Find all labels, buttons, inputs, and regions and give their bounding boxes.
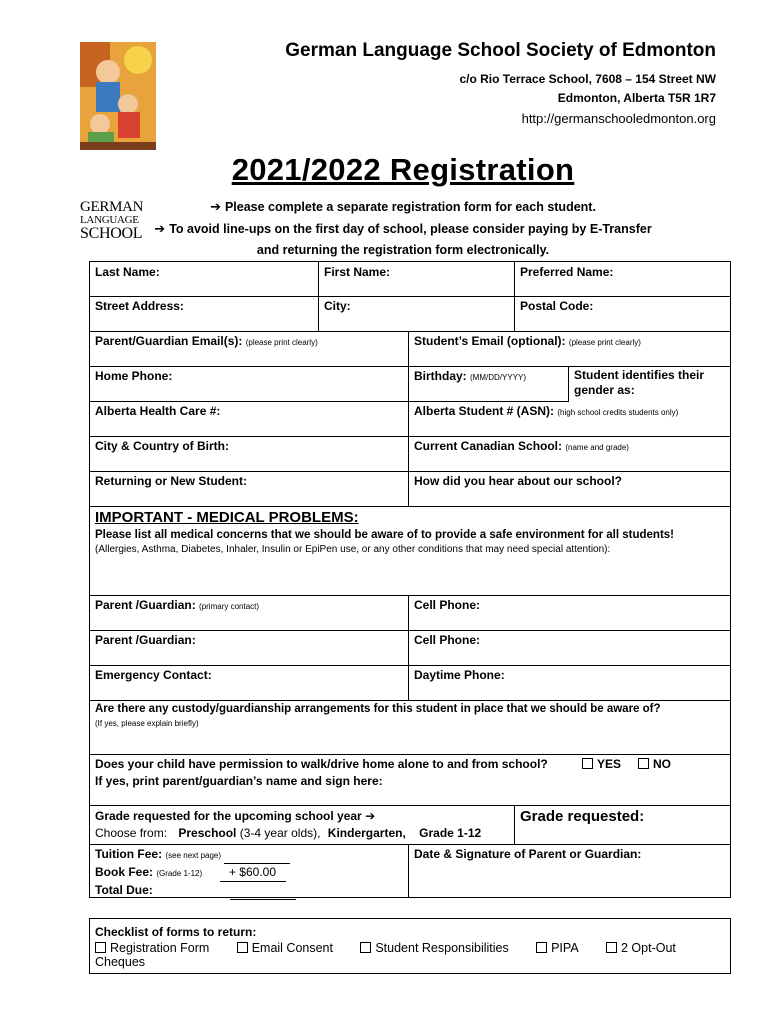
book-note: (Grade 1-12) bbox=[156, 869, 203, 878]
medical-instruction: Please list all medical concerns that we should be aware of to provide a safe environment for all students! bbox=[95, 529, 674, 541]
logo-word-german: GERMAN bbox=[80, 199, 144, 215]
cell1-field[interactable] bbox=[408, 595, 731, 631]
org-name: German Language School Society of Edmonton bbox=[285, 40, 716, 61]
last-name-field[interactable] bbox=[89, 261, 319, 297]
health-care-label: Alberta Health Care #: bbox=[95, 404, 221, 418]
parent1-note: (primary contact) bbox=[199, 602, 260, 611]
student-email-note: (please print clearly) bbox=[568, 338, 641, 347]
checkbox-icon bbox=[582, 758, 593, 769]
health-care-field[interactable] bbox=[89, 401, 409, 437]
signature-label: Date & Signature of Parent or Guardian: bbox=[414, 847, 642, 861]
permission-question: Does your child have permission to walk/drive home alone to and from school? bbox=[95, 757, 548, 771]
postal-code-label: Postal Code: bbox=[520, 299, 594, 313]
preferred-name-field[interactable] bbox=[514, 261, 731, 297]
grade-requested-label: Grade requested: bbox=[520, 808, 645, 825]
cell2-label: Cell Phone: bbox=[414, 633, 481, 647]
arrow-right-icon: ➔ bbox=[154, 221, 166, 236]
school-logo bbox=[80, 42, 156, 242]
book-label: Book Fee: bbox=[95, 865, 154, 879]
custody-note: (If yes, please explain briefly) bbox=[95, 719, 199, 728]
daytime-phone-field[interactable] bbox=[408, 665, 731, 701]
preferred-name-label: Preferred Name: bbox=[520, 265, 614, 279]
logo-illustration bbox=[80, 42, 156, 194]
asn-field[interactable] bbox=[408, 401, 731, 437]
medical-examples: (Allergies, Asthma, Diabetes, Inhaler, Insulin or EpiPen use, or any other conditions that may need special attention): bbox=[95, 544, 611, 555]
checklist-title: Checklist of forms to return: bbox=[95, 925, 257, 939]
checkbox-icon bbox=[606, 942, 617, 953]
grade-preschool-note: (3-4 year olds), bbox=[239, 826, 321, 840]
grade-prompt: Grade requested for the upcoming school year bbox=[95, 809, 362, 823]
grade-choose-label: Choose from: bbox=[95, 826, 168, 840]
checkbox-icon bbox=[360, 942, 371, 953]
checklist-registration-form[interactable] bbox=[95, 941, 209, 955]
tuition-label: Tuition Fee: bbox=[95, 847, 163, 861]
medical-section[interactable] bbox=[89, 506, 731, 596]
fees-section bbox=[89, 844, 409, 898]
checkbox-icon bbox=[237, 942, 248, 953]
first-name-label: First Name: bbox=[324, 265, 391, 279]
medical-title: IMPORTANT - MEDICAL PROBLEMS: bbox=[95, 509, 359, 526]
total-blank[interactable] bbox=[230, 882, 296, 900]
home-phone-label: Home Phone: bbox=[95, 369, 173, 383]
grade-option-kindergarten: Kindergarten, bbox=[327, 826, 406, 840]
total-label: Total Due: bbox=[95, 883, 153, 897]
city-label: City: bbox=[324, 299, 351, 313]
cell1-label: Cell Phone: bbox=[414, 598, 481, 612]
parent2-field[interactable] bbox=[89, 630, 409, 666]
cell2-field[interactable] bbox=[408, 630, 731, 666]
birth-place-field[interactable] bbox=[89, 436, 409, 472]
student-email-label: Student’s Email (optional): bbox=[414, 334, 566, 348]
logo-word-school: SCHOOL bbox=[80, 225, 143, 242]
checkbox-icon bbox=[95, 942, 106, 953]
yes-checkbox[interactable] bbox=[582, 757, 621, 771]
parent-email-label: Parent/Guardian Email(s): bbox=[95, 334, 243, 348]
grade-option-grades: Grade 1-12 bbox=[419, 826, 482, 840]
emergency-contact-field[interactable] bbox=[89, 665, 409, 701]
gender-label: Student identifies their gender as: bbox=[574, 368, 705, 397]
book-amount: + $60.00 bbox=[220, 864, 286, 882]
checklist-item-label: PIPA bbox=[551, 941, 579, 955]
parent1-label: Parent /Guardian: bbox=[95, 598, 196, 612]
parent-email-field[interactable] bbox=[89, 331, 409, 367]
grade-section bbox=[89, 805, 515, 845]
street-address-label: Street Address: bbox=[95, 299, 184, 313]
home-phone-field[interactable] bbox=[89, 366, 409, 402]
instruction-2 bbox=[88, 221, 718, 237]
asn-note: (high school credits students only) bbox=[557, 408, 679, 417]
birthday-field[interactable] bbox=[408, 366, 569, 402]
arrow-right-icon: ➔ bbox=[365, 809, 376, 823]
website-link[interactable]: http://germanschooledmonton.org bbox=[521, 111, 716, 126]
student-email-field[interactable] bbox=[408, 331, 731, 367]
parent2-label: Parent /Guardian: bbox=[95, 633, 196, 647]
current-school-field[interactable] bbox=[408, 436, 731, 472]
first-name-field[interactable] bbox=[318, 261, 515, 297]
instruction-1 bbox=[88, 199, 718, 215]
street-address-field[interactable] bbox=[89, 296, 319, 332]
returning-field[interactable] bbox=[89, 471, 409, 507]
tuition-blank[interactable] bbox=[224, 846, 290, 864]
instruction-1-text: Please complete a separate registration form for each student. bbox=[224, 200, 596, 214]
returning-label: Returning or New Student: bbox=[95, 474, 247, 488]
postal-code-field[interactable] bbox=[514, 296, 731, 332]
grade-requested-field[interactable] bbox=[514, 805, 731, 845]
tuition-note: (see next page) bbox=[165, 851, 222, 860]
daytime-phone-label: Daytime Phone: bbox=[414, 668, 505, 682]
yes-label: YES bbox=[597, 757, 622, 771]
address-line-2: Edmonton, Alberta T5R 1R7 bbox=[557, 91, 716, 105]
emergency-contact-label: Emergency Contact: bbox=[95, 668, 212, 682]
custody-question: Are there any custody/guardianship arrangements for this student in place that we should be aware of? bbox=[95, 703, 661, 715]
instruction-2-text: To avoid line-ups on the first day of school, please consider paying by E-Transfer bbox=[169, 222, 652, 236]
current-school-label: Current Canadian School: bbox=[414, 439, 563, 453]
checkbox-icon bbox=[638, 758, 649, 769]
checklist-item-label: 2 Opt-Out Cheques bbox=[95, 941, 676, 969]
checklist-item-label: Student Responsibilities bbox=[375, 941, 509, 955]
current-school-note: (name and grade) bbox=[565, 443, 629, 452]
birthday-note: (MM/DD/YYYY) bbox=[470, 373, 527, 382]
no-label: NO bbox=[653, 757, 671, 771]
city-field[interactable] bbox=[318, 296, 515, 332]
logo-word-language: LANGUAGE bbox=[80, 214, 139, 226]
checklist-pipa[interactable] bbox=[536, 941, 579, 955]
gender-field[interactable] bbox=[568, 366, 731, 402]
last-name-label: Last Name: bbox=[95, 265, 160, 279]
birthday-label: Birthday: bbox=[414, 369, 467, 383]
instruction-3: and returning the registration form electronically. bbox=[256, 243, 550, 257]
permission-followup: If yes, print parent/guardian’s name and sign here: bbox=[95, 774, 383, 788]
hear-about-field[interactable] bbox=[408, 471, 731, 507]
arrow-right-icon: ➔ bbox=[210, 199, 221, 214]
permission-section bbox=[89, 754, 731, 806]
checklist-item-label: Email Consent bbox=[251, 941, 333, 955]
no-checkbox[interactable] bbox=[638, 757, 671, 771]
grade-option-preschool: Preschool bbox=[178, 826, 237, 840]
address-line-1: c/o Rio Terrace School, 7608 – 154 Street NW bbox=[459, 72, 716, 86]
signature-field[interactable] bbox=[408, 844, 731, 898]
checklist-section bbox=[89, 918, 731, 974]
parent-email-note: (please print clearly) bbox=[245, 338, 318, 347]
hear-about-label: How did you hear about our school? bbox=[414, 474, 623, 488]
birth-place-label: City & Country of Birth: bbox=[95, 439, 229, 453]
checklist-email-consent[interactable] bbox=[237, 941, 333, 955]
custody-section[interactable] bbox=[89, 700, 731, 755]
asn-label: Alberta Student # (ASN): bbox=[414, 404, 555, 418]
page-title: 2021/2022 Registration bbox=[231, 152, 575, 187]
checkbox-icon bbox=[536, 942, 547, 953]
parent1-field[interactable] bbox=[89, 595, 409, 631]
checklist-student-responsibilities[interactable] bbox=[360, 941, 508, 955]
checklist-item-label: Registration Form bbox=[110, 941, 210, 955]
